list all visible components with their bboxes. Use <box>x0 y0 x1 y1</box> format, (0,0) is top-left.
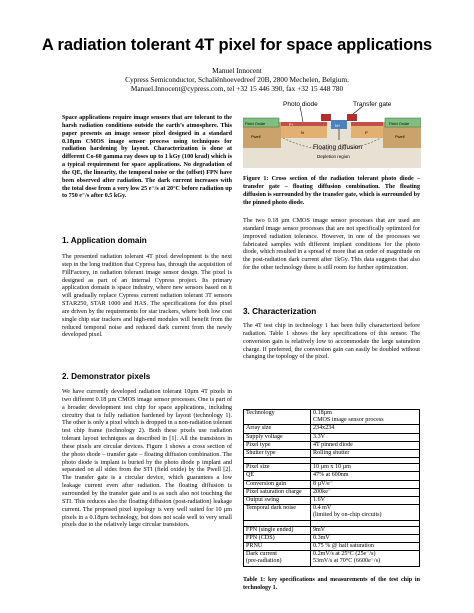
table-row <box>244 410 420 425</box>
table-cell-key: Supply voltage <box>244 433 311 441</box>
label-nplus: N+ <box>335 123 341 128</box>
table-cell-value: 10 µm x 10 µm <box>311 464 420 472</box>
table-1-caption: Table 1: key specifications and measurements of the test chip in technology 1. <box>243 577 420 591</box>
table-cell-key: Technology <box>244 410 311 425</box>
transfer-gate-right <box>347 114 357 121</box>
table-cell-value: 0.4 mV (limited by on-chip circuits) <box>311 505 420 520</box>
figure-1-cross-section <box>243 100 421 168</box>
table-cell-key: FPN (single ended) <box>244 526 311 534</box>
table-row <box>244 526 420 534</box>
table-row <box>244 480 420 488</box>
table-cell-key: Pixel saturation charge <box>244 488 311 496</box>
table-cell-key: QE <box>244 472 311 480</box>
author-affiliation: Cypress Semiconductor, Schaliënhoevedreef 20B, 2800 Mechelen, Belgium. <box>125 75 349 84</box>
table-cell-key: Dark current (pre-radiation) <box>244 551 311 566</box>
table-cell-key: Conversion gain <box>244 480 311 488</box>
table-cell-key: FPN (CDS) <box>244 534 311 542</box>
table-row <box>244 425 420 433</box>
table-cell-value: 0.75 % @ half saturation <box>311 543 420 551</box>
table-1 <box>243 409 420 567</box>
table-cell-key: Pixel type <box>244 441 311 449</box>
table-cell-value: 4T pinned diode <box>311 441 420 449</box>
photo-diode-leader <box>300 106 303 122</box>
table-cell-value: 9mV <box>311 526 420 534</box>
label-depletion-region: Depletion region <box>317 154 350 159</box>
table-cell-value: 8 µV/e⁻ <box>311 480 420 488</box>
table-cell-value: 0.18µm CMOS image sensor process <box>311 410 420 425</box>
section-1-heading: 1. Application domain <box>62 236 147 245</box>
table-row <box>244 464 420 472</box>
table-cell-value: 0.2mV/s at 25°C (25e⁻/s) 53mV/s at 70°C (6600e⁻/s) <box>311 551 420 566</box>
table-row <box>244 488 420 496</box>
label-n: N <box>301 130 304 135</box>
table-cell-value: Rolling shutter <box>311 450 420 458</box>
table-cell-value: 0.3mV <box>311 534 420 542</box>
label-photo-diode: Photo diode <box>283 101 318 108</box>
label-floating-diffusion: Floating diffusion <box>313 144 363 151</box>
table-cell-value: 47% at 600nm <box>311 472 420 480</box>
paper-title: A radiation tolerant 4T pixel for space applications <box>41 36 433 54</box>
label-pwell-right: Pwell <box>395 134 405 139</box>
figure-1-caption: Figure 1: Cross section of the radiation tolerant photo diode – transfer gate – floating diffusion combination. The floating diffusion is surrounded by the transfer gate, which is surrounded by the pinned photo diode. <box>243 176 420 206</box>
label-transfer-gate: Transfer gate <box>353 101 392 108</box>
table-cell-value: 234x234 <box>311 425 420 433</box>
label-pplus: P+ <box>289 123 294 127</box>
table-cell-value: 1.6V <box>311 497 420 505</box>
table-row <box>244 472 420 480</box>
section-2-heading: 2. Demonstrator pixels <box>62 372 151 381</box>
label-field-oxide-left: Field Oxide <box>245 121 266 126</box>
table-cell-key: Temporal dark noise <box>244 505 311 520</box>
table-row <box>244 551 420 566</box>
table-row <box>244 497 420 505</box>
section-3-text: The 4T test chip in technology 1 has been fully characterized before radiation. Table 1 shows the key specifications of this sensor. The conversion gain is relatively low to accommodate the large saturation charge. If preferred, the conversion gain can easily be doubled without changing the topology of the pixel. <box>243 323 420 361</box>
label-field-oxide-right: Field Oxide <box>389 121 410 126</box>
table-row <box>244 505 420 520</box>
n-region-left <box>281 124 327 138</box>
pplus-left <box>281 122 327 126</box>
table-row <box>244 433 420 441</box>
label-pwell-left: Pwell <box>251 134 261 139</box>
pplus-right <box>351 122 383 126</box>
right-paragraph-1: The two 0.18 µm CMOS image sensor processes that are used are standard image sensor processes that are not specifically optimized for improved radiation tolerance. However, in one of the processes we fabricated samples with different implant conditions for the photo diode, which resulted in a spread of more that an order of magnitude on the post-radiation dark current after 1kGy. This data suggests that also for the other technology there is still room for further optimization. <box>243 218 420 272</box>
abstract: Space applications require image sensors that are tolerant to the harsh radiation conditions outside the earth’s atmosphere. This paper presents an image sensor pixel designed in a standard 0.18µm CMOS image sensor process using techniques for radiation hardening by layout. Characterization is done at different Co-60 gamma ray doses up to 1 kGy (100 krad) which is a typical requirement for space applications. No degradation of the QE, the linearity, the temporal noise or the (offset) FPN have been observed after radiation. The dark current increases with the total dose from a very low 25 e⁻/s at 20°C before radiation up to 750 e⁻/s after 0.5 kGy. <box>62 115 232 200</box>
table-row <box>244 450 420 458</box>
section-3-heading: 3. Characterization <box>243 307 317 316</box>
author-contact: Manuel.Innocent@cypress.com, tel +32 15 446 390, fax +32 15 448 780 <box>130 84 344 93</box>
label-p: P <box>365 130 368 135</box>
table-cell-key: PRNU <box>244 543 311 551</box>
table-cell-key: Pixel size <box>244 464 311 472</box>
table-row <box>244 543 420 551</box>
table-cell-key: Output swing <box>244 497 311 505</box>
table-cell-key: Array size <box>244 425 311 433</box>
table-cell-value: 3.3V <box>311 433 420 441</box>
author-name: Manuel Innocent <box>212 66 262 75</box>
table-row <box>244 534 420 542</box>
section-2-text: We have currently developed radiation tolerant 10µm 4T pixels in two different 0.18 µm CMOS image sensor processes. One is part of a broader development test chip for space applications, including circuitry that is fully radiation hardened by layout (technology 1). The other is only a pixel which is dropped in a non-radiation tolerant test chip frame (technology 2). Both these pixels use radiation tolerant layout techniques as described in [1]. All the transistors in these pixels are circular devices. Figure 1 shows a cross section of the photo diode – transfer gate – floating diffusion combination. The photo diode is implant is buried by the photo diode p implant and separated on all sides from the STI (field oxide) by the Pwell [2]. The transfer gate is a circular device, which guarantees a low leakage current even after radiation. The floating diffusion is surrounded by the transfer gate and is as such also not touching the STI. This reduces also the floating diffusion (post-radiation) leakage current. The proposed pixel topology is very well suited for 10 µm pixels in a 0.18µm technology, but does not scale well to very small pixels due to the relatively large circular transistors. <box>62 389 232 529</box>
table-cell-value: 200ke⁻ <box>311 488 420 496</box>
table-row <box>244 441 420 449</box>
section-1-text: The presented radiation tolerant 4T pixel development is the next step in the long tradition that Cypress has, through the acquisition of FillFactory, in radiation tolerant image sensor design. The pixel is designed as part of an internal Cypress project. Its primary application domain is space industry, where new sensors based on it will gradually replace Cypress current radiation tolerant 3T sensors STAR250, STAR 1000 and HAS. The specifications for this pixel are driven by the requirements for star trackers, where both low cost single chip star trackers and high-end modules will benefit from the reduced temporal noise and reduced dark current from the newly developed pixel. <box>62 254 232 339</box>
transfer-gate-left <box>321 114 331 121</box>
table-cell-key: Shutter type <box>244 450 311 458</box>
